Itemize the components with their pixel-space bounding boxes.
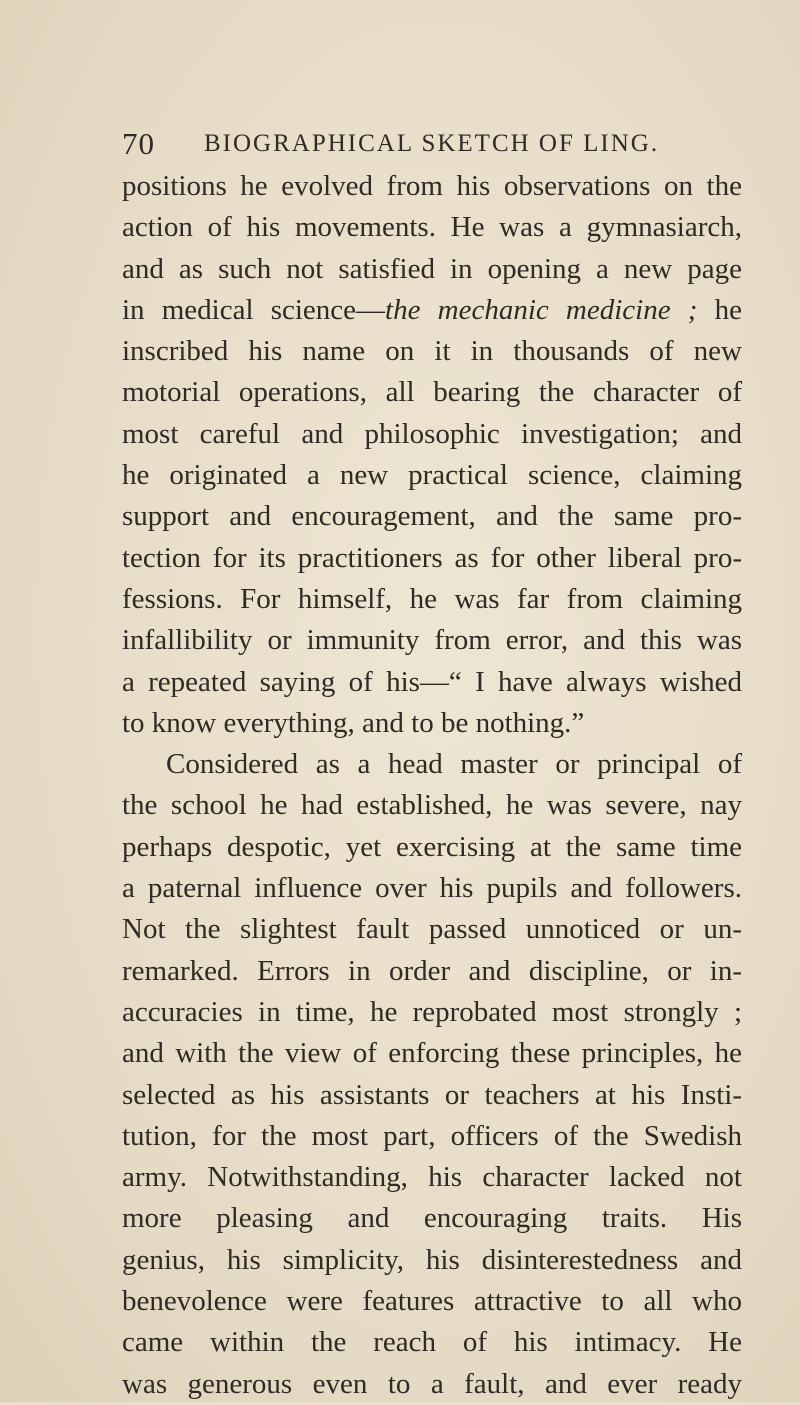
text-line: benevolence were features attractive to all who xyxy=(122,1285,742,1318)
text-line: a paternal influence over his pupils and followers. xyxy=(122,872,742,905)
text-line: tection for its practitioners as for other liberal pro- xyxy=(122,541,742,574)
text-line: was generous even to a fault, and ever ready xyxy=(122,1367,742,1400)
text-line: in medical science—the mechanic medicine ; he xyxy=(122,293,742,326)
text-line: and with the view of enforcing these principles, he xyxy=(122,1037,742,1070)
text-line: tution, for the most part, officers of the Swedish xyxy=(122,1119,742,1152)
text-line: positions he evolved from his observations on the xyxy=(122,170,742,202)
text-line: and as such not satisfied in opening a new page xyxy=(122,252,742,285)
text-line: action of his movements. He was a gymnasiarch, xyxy=(122,211,742,244)
text-line: he originated a new practical science, claiming xyxy=(122,459,742,492)
text-line: infallibility or immunity from error, and this was xyxy=(122,624,742,657)
text-line: a repeated saying of his—“ I have always wished xyxy=(122,665,742,698)
text-line: support and encouragement, and the same pro- xyxy=(122,500,742,533)
text-line: more pleasing and encouraging traits. His xyxy=(122,1202,742,1235)
body-text xyxy=(122,166,742,1405)
text-line: the school he had established, he was severe, nay xyxy=(122,789,742,822)
text-line: army. Notwithstanding, his character lacked not xyxy=(122,1161,742,1194)
text-line: perhaps despotic, yet exercising at the same time xyxy=(122,830,742,863)
running-title: BIOGRAPHICAL SKETCH OF LING. xyxy=(204,130,660,157)
paragraph-start-line: Considered as a head master or principal of xyxy=(166,748,742,781)
text-line: motorial operations, all bearing the character of xyxy=(122,376,742,409)
text-line: genius, his simplicity, his disinterestedness and xyxy=(122,1243,742,1276)
text-line: inscribed his name on it in thousands of new xyxy=(122,335,742,368)
text-line: fessions. For himself, he was far from claiming xyxy=(122,582,742,615)
text-line: came within the reach of his intimacy. He xyxy=(122,1326,742,1359)
text-line: to know everything, and to be nothing.” xyxy=(122,706,585,739)
page-number: 70 xyxy=(122,126,155,161)
text-line: most careful and philosophic investigation; and xyxy=(122,417,742,450)
text-line: remarked. Errors in order and discipline, or in- xyxy=(122,954,742,987)
text-line: Not the slightest fault passed unnoticed or un- xyxy=(122,913,742,946)
text-line: selected as his assistants or teachers at his Insti- xyxy=(122,1078,742,1111)
text-line: accuracies in time, he reprobated most strongly ; xyxy=(122,995,742,1028)
italic-phrase: the mechanic medicine ; xyxy=(385,293,698,326)
